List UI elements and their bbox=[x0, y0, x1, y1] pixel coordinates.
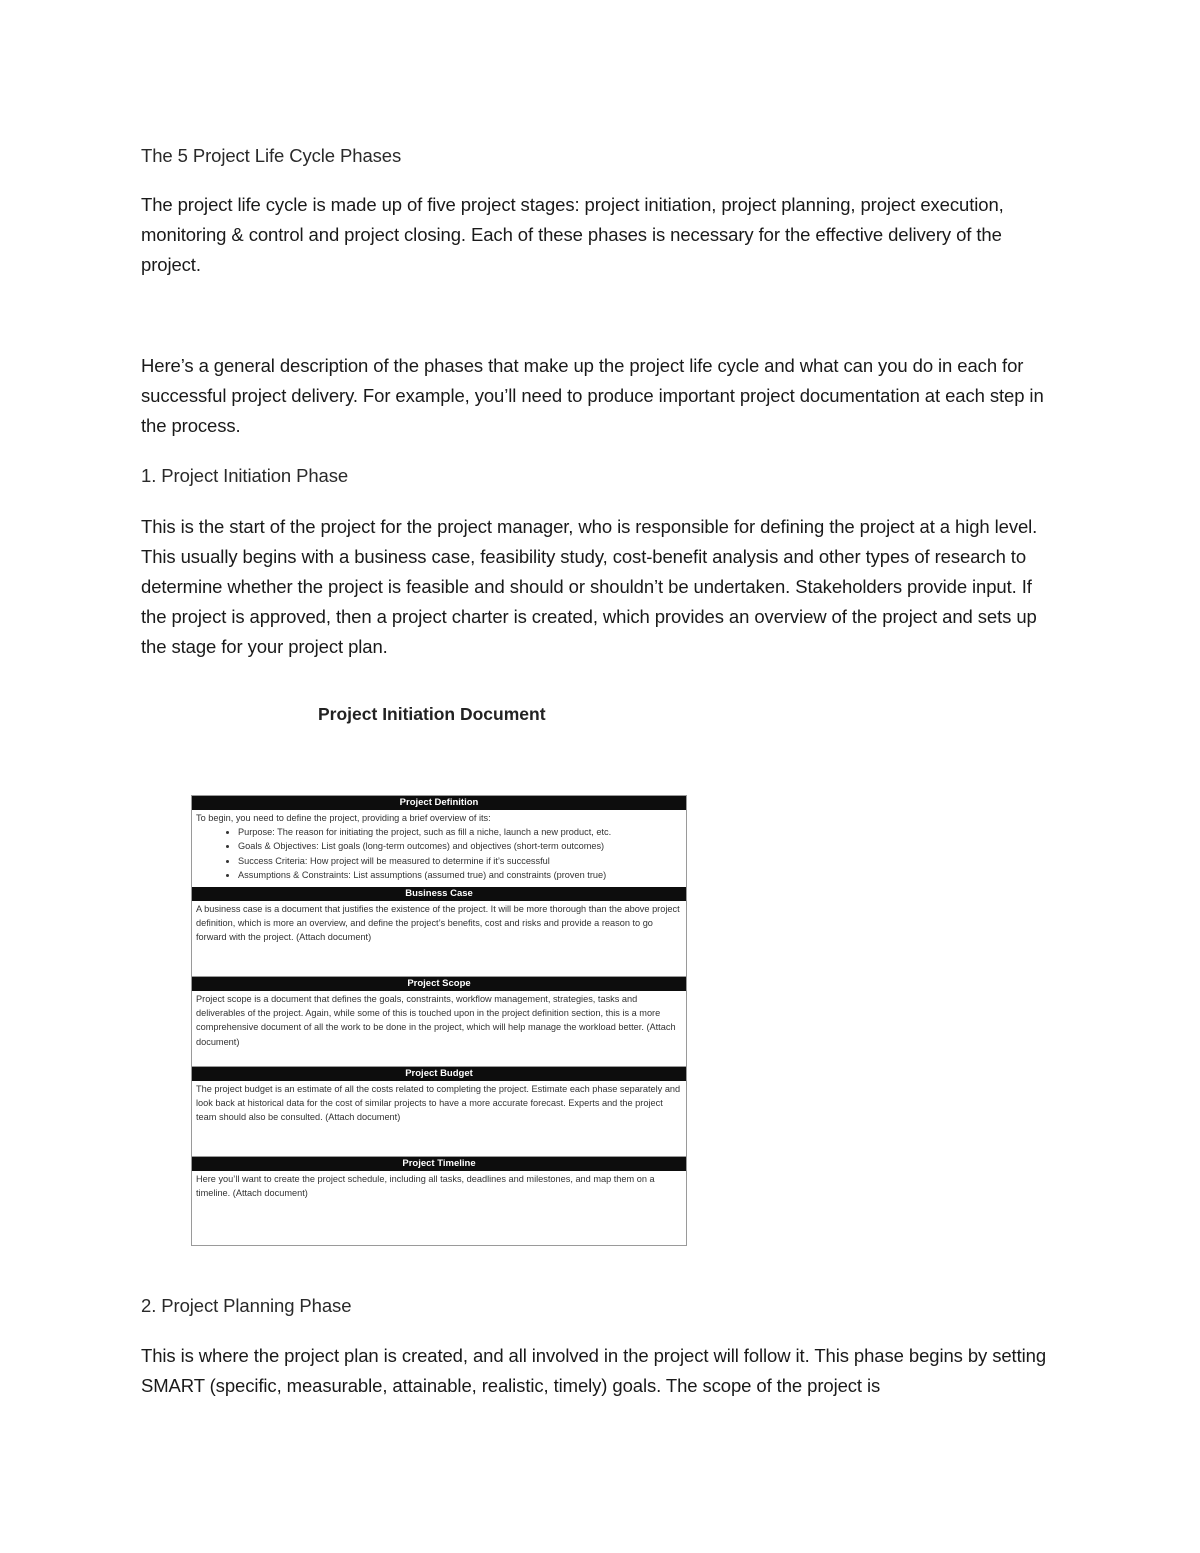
figure-section-header: Project Timeline bbox=[192, 1157, 686, 1171]
section2-paragraph: This is where the project plan is created, and all involved in the project will follow it. This phase begins by setting SMART (specific, measurable, attainable, realistic, timely) goals. The scope of the project is bbox=[141, 1345, 1047, 1396]
figure-section-text: Project scope is a document that defines the goals, constraints, workflow management, strategies, tasks and deliverables of the project. Again, while some of this is touched upon in the project definition section, this is a more comprehensive document of all the work to be done in the project, which will help manage the workload better. (Attach document) bbox=[196, 994, 676, 1047]
figure-title: Project Initiation Document bbox=[318, 704, 546, 724]
figure-section-text: A business case is a document that justifies the existence of the project. It will be more thorough than the above project definition, which is more an overview, and define the project’s benefits, cost and risks and provide a reason to go forward with the project. (Attach document) bbox=[196, 904, 680, 943]
figure-section-project-timeline bbox=[192, 1157, 686, 1200]
section1-paragraph: This is the start of the project for the project manager, who is responsible for defining the project at a high level. This usually begins with a business case, feasibility study, cost-benefit analysis and other types of research to determine whether the project is feasible and should or shouldn’t be undertaken. Stakeholders provide input. If the project is approved, then a project charter is created, which provides an overview of the project and sets up the stage for your project plan. bbox=[141, 516, 1038, 657]
list-item: • Assumptions & Constraints: List assumptions (assumed true) and constraints (proven true) bbox=[238, 868, 682, 882]
section2-heading: 2. Project Planning Phase bbox=[141, 1295, 352, 1316]
list-item: • Success Criteria: How project will be measured to determine if it’s successful bbox=[238, 854, 682, 868]
figure-section-business-case bbox=[192, 887, 686, 945]
document-title: The 5 Project Life Cycle Phases bbox=[141, 145, 402, 166]
figure-section-header: Project Scope bbox=[192, 977, 686, 991]
list-item: • Goals & Objectives: List goals (long-term outcomes) and objectives (short-term outcomes) bbox=[238, 839, 682, 853]
figure-section-header: Project Definition bbox=[192, 796, 686, 810]
figure-section-text: To begin, you need to define the project, providing a brief overview of its: bbox=[196, 813, 491, 823]
intro-paragraph: The project life cycle is made up of five project stages: project initiation, project planning, project execution, monitoring & control and project closing. Each of these phases is necessary for the effective delivery of the project. bbox=[141, 194, 1004, 275]
overview-paragraph: Here’s a general description of the phases that make up the project life cycle and what can you do in each for successful project delivery. For example, you’ll need to produce important project documentation at each step in the process. bbox=[141, 355, 1044, 436]
section1-heading: 1. Project Initiation Phase bbox=[141, 465, 349, 486]
figure-section-body bbox=[192, 810, 686, 882]
figure-section-text: Here you’ll want to create the project schedule, including all tasks, deadlines and milestones, and map them on a timeline. (Attach document) bbox=[196, 1174, 655, 1199]
figure-section-header: Business Case bbox=[192, 887, 686, 901]
project-initiation-document-figure bbox=[191, 795, 687, 1246]
list-item: • Purpose: The reason for initiating the project, such as fill a niche, launch a new product, etc. bbox=[238, 825, 682, 839]
figure-bullet-list bbox=[196, 825, 682, 882]
figure-section-header: Project Budget bbox=[192, 1067, 686, 1081]
figure-section-project-definition bbox=[192, 796, 686, 882]
figure-section-project-scope bbox=[192, 977, 686, 1049]
figure-section-text: The project budget is an estimate of all the costs related to completing the project. Estimate each phase separately and look back at historical data for the cost of similar projects to have a more accurate forecast. Experts and the project team should also be consulted. (Attach document) bbox=[196, 1084, 681, 1123]
figure-section-project-budget bbox=[192, 1067, 686, 1125]
